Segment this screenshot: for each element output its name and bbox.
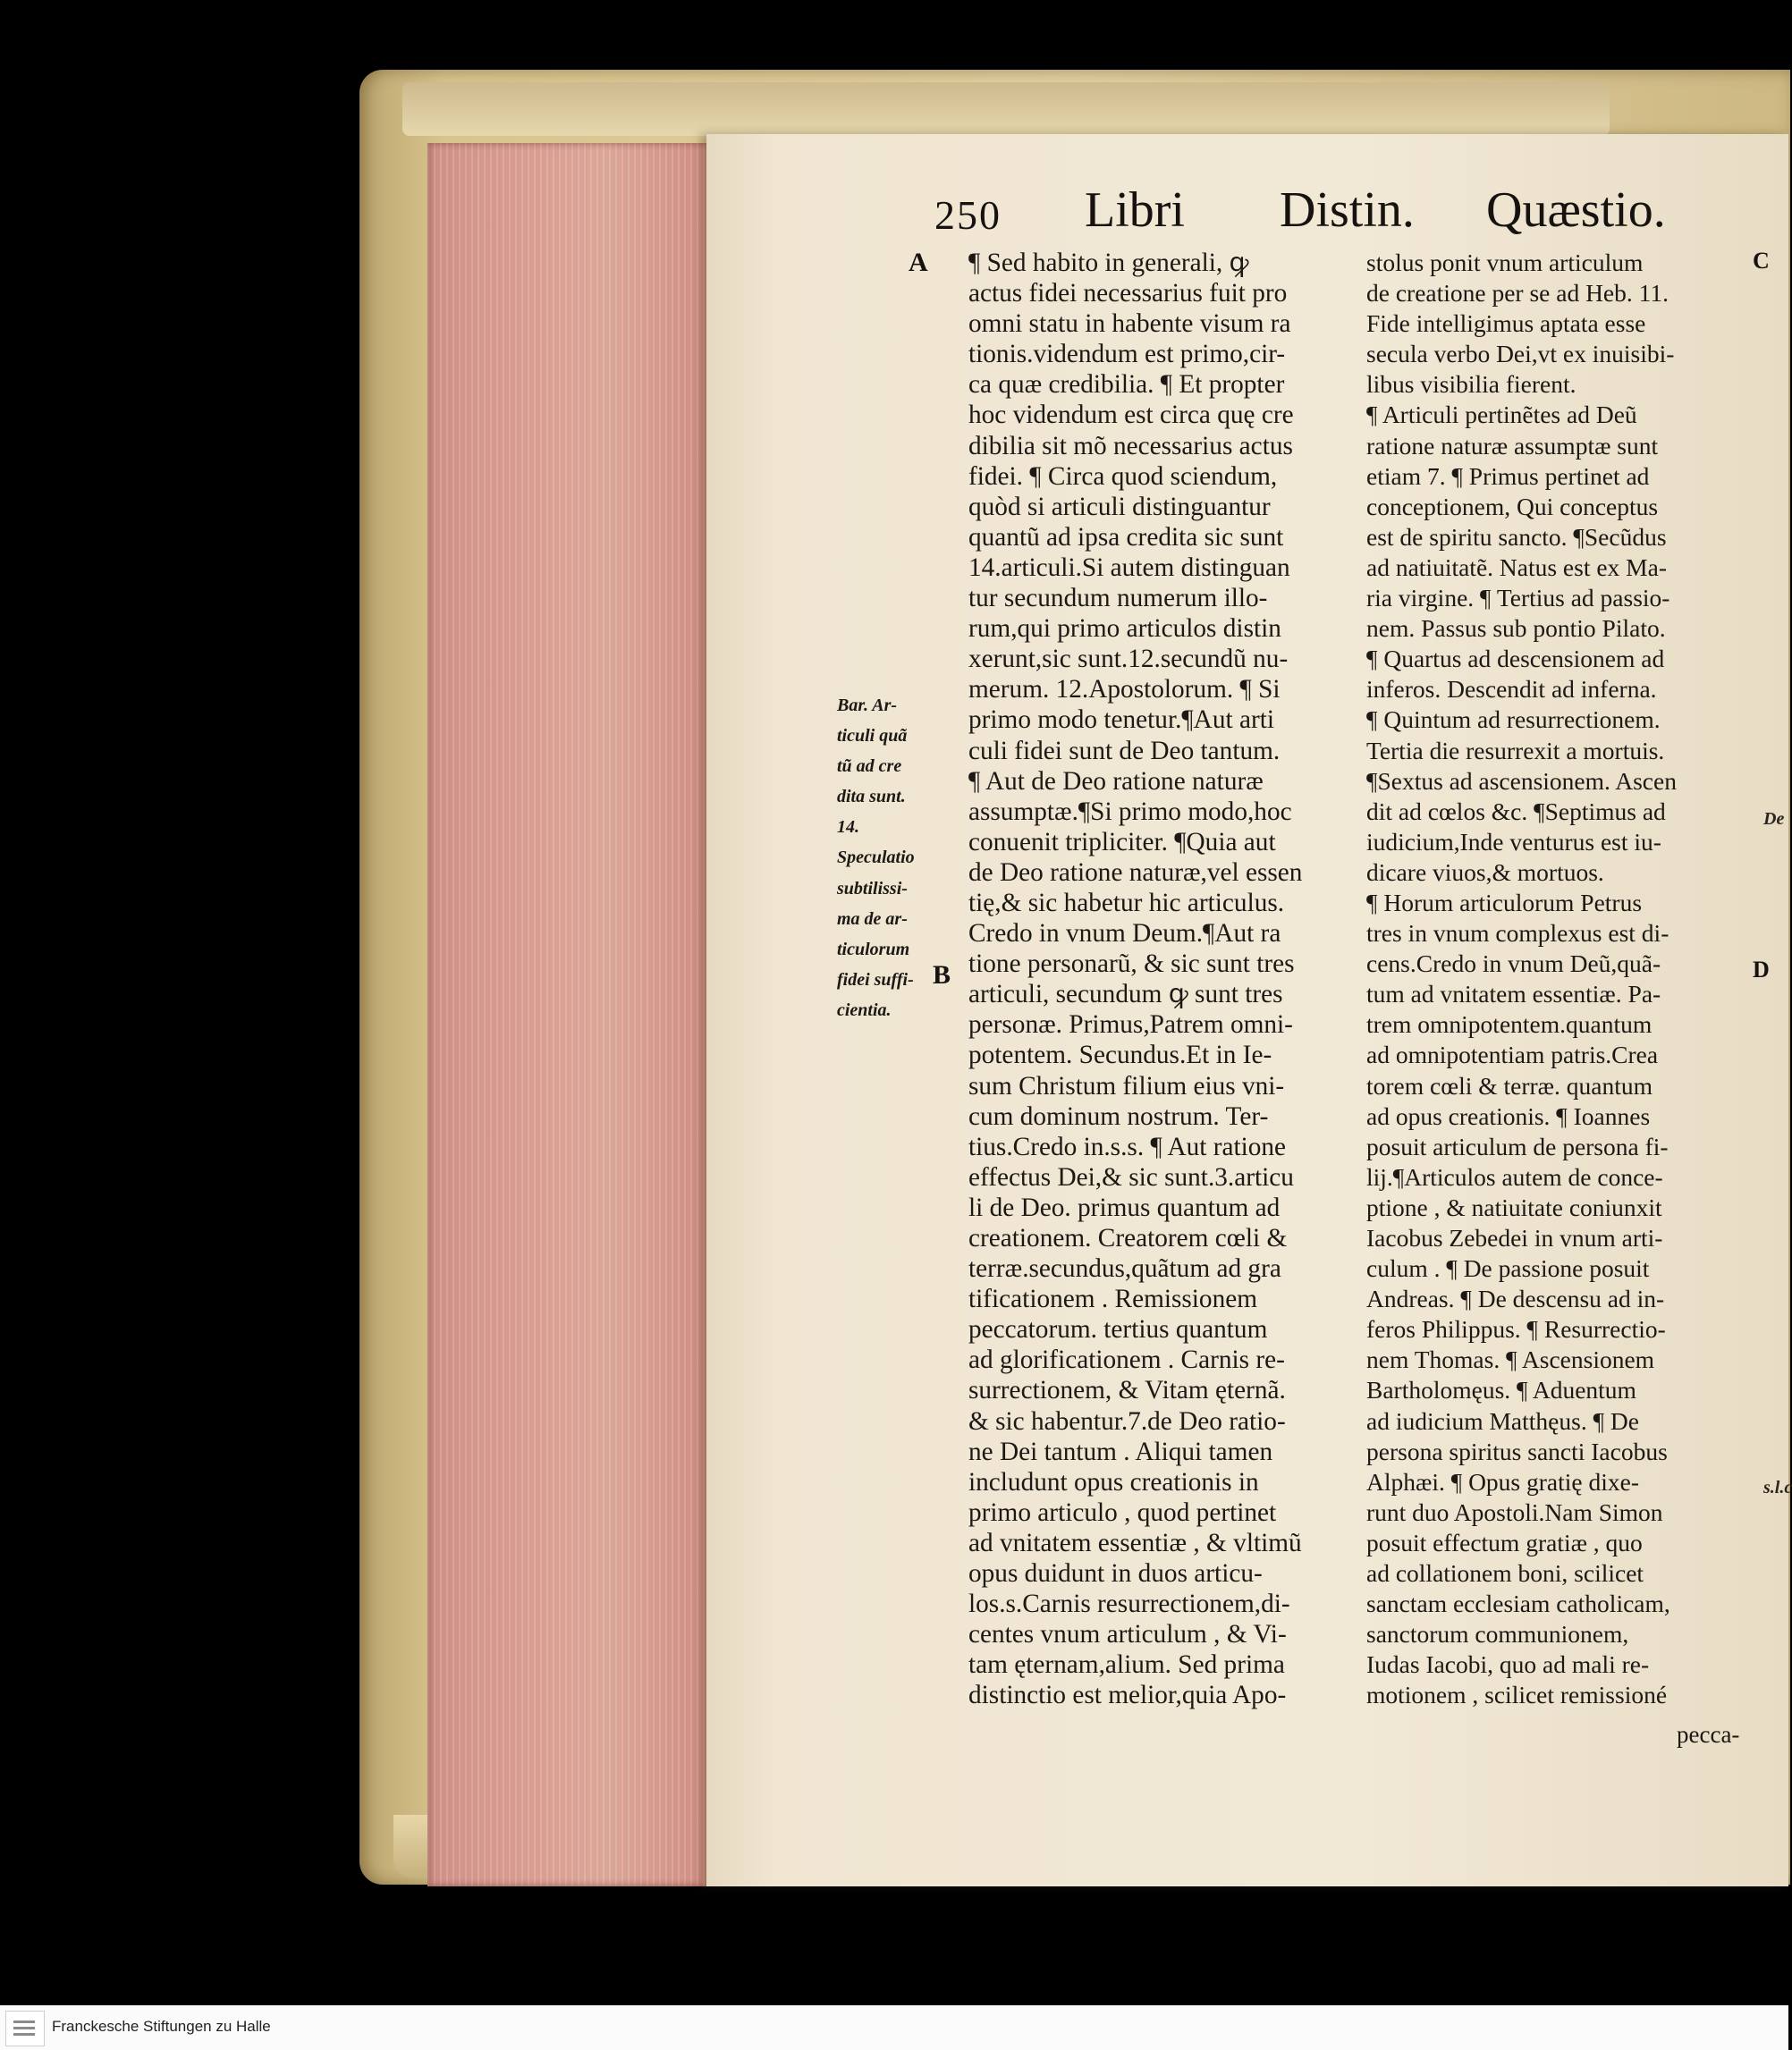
text-line: conuenit tripliciter. ¶Quia aut [968,827,1276,856]
margin-note-line: ma de ar- [837,908,908,929]
page-fore-edge [427,143,751,1886]
institution-logo [5,2011,45,2046]
text-line: etiam 7. ¶ Primus pertinet ad [1366,461,1650,490]
text-line: fidei. ¶ Circa quod sciendum, [968,461,1278,491]
text-line: persona spiritus sancti Iacobus [1366,1437,1668,1465]
text-line: sanctam ecclesiam catholicam, [1366,1590,1670,1618]
page-number: 250 [934,192,1002,238]
text-line: ad iudicium Matthęus. ¶ De [1366,1406,1639,1435]
text-line: tię,& sic habetur hic articulus. [968,888,1285,917]
text-line: ad opus creationis. ¶ Ioannes [1366,1101,1651,1130]
text-line: ad collationem boni, scilicet [1366,1559,1644,1588]
cover-top-edge [402,82,1610,136]
text-line: ¶ Sed habito in generali, ꝙ [968,249,1249,277]
adjacent-page-fragment: s.l.c [1763,1478,1792,1497]
text-line: inferos. Descendit ad inferna. [1366,675,1657,704]
text-line: tificationem . Remissionem [968,1285,1258,1314]
text-line: de Deo ratione naturæ,vel essen [968,857,1303,887]
text-line: Bartholomęus. ¶ Aduentum [1366,1376,1636,1405]
right-text-column [1366,248,1753,1711]
section-mark-b: B [933,960,951,990]
margin-note-line: 14. [837,817,859,838]
text-line: quòd si articuli distinguantur [968,492,1271,521]
printed-page [706,134,1792,1886]
margin-note-line: ticulorum [837,939,910,959]
text-line: tione personarũ, & sic sunt tres [968,949,1295,979]
text-line: centes vnum articulum , & Vi- [968,1620,1287,1649]
margin-note-line: Bar. Ar- [837,696,898,715]
text-line: articuli, secundum ꝙ sunt tres [968,980,1283,1009]
text-line: merum. 12.Apostolorum. ¶ Si [968,675,1281,704]
text-line: quantũ ad ipsa credita sic sunt [968,522,1284,552]
text-line: ¶ Horum articulorum Petrus [1366,888,1643,916]
text-line: assumptæ.¶Si primo modo,hoc [968,797,1292,826]
text-line: ¶ Quartus ad descensionem ad [1366,645,1665,673]
text-line: culum . ¶ De passione posuit [1366,1254,1650,1283]
margin-note-line: tũ ad cre [837,756,902,777]
text-line: ¶ Articuli pertinẽtes ad Deũ [1366,401,1637,429]
text-line: 14.articuli.Si autem distinguan [968,553,1290,582]
text-line: motionem , scilicet remissioné [1366,1681,1668,1709]
text-line: ¶Sextus ad ascensionem. Ascen [1366,766,1677,795]
margin-note-line: cientia. [837,1000,892,1020]
text-line: dicare viuos,& mortuos. [1366,857,1604,886]
text-line: rum,qui primo articulos distin [968,614,1281,644]
text-line: peccatorum. tertius quantum [968,1315,1268,1345]
running-head-libri: Libri [1085,182,1185,238]
text-line: primo modo tenetur.¶Aut arti [968,705,1274,735]
text-line: feros Philippus. ¶ Resurrectio- [1366,1315,1666,1344]
text-line: li de Deo. primus quantum ad [968,1193,1281,1222]
text-line: Fide intelligimus aptata esse [1366,309,1646,338]
text-line: stolus ponit vnum articulum [1366,249,1644,276]
text-line: nem Thomas. ¶ Ascensionem [1366,1346,1655,1374]
text-line: ad vnitatem essentiæ , & vltimũ [968,1528,1302,1557]
text-line: culi fidei sunt de Deo tantum. [968,736,1281,765]
text-line: ratione naturæ assumptæ sunt [1366,431,1659,460]
text-line: personæ. Primus,Patrem omni- [968,1010,1293,1040]
footer-label: Franckesche Stiftungen zu Halle [52,2018,271,2035]
text-line: opus duidunt in duos articu- [968,1559,1263,1589]
text-line: est de spiritu sancto. ¶Secũdus [1366,522,1667,551]
text-line: torem cœli & terræ. quantum [1366,1071,1653,1100]
text-line: nem. Passus sub pontio Pilato. [1366,614,1666,643]
text-line: posuit effectum gratiæ , quo [1366,1528,1643,1556]
text-line: los.s.Carnis resurrectionem,di- [968,1590,1290,1619]
text-line: Iacobus Zebedei in vnum arti- [1366,1224,1663,1252]
margin-note-line: ticuli quã [837,726,908,747]
text-line: effectus Dei,& sic sunt.3.articu [968,1162,1294,1192]
text-line: ad natiuitatẽ. Natus est ex Ma- [1366,553,1668,581]
text-line: Credo in vnum Deum.¶Aut ra [968,919,1281,949]
text-line: cens.Credo in vnum Deũ,quã- [1366,949,1661,978]
text-line: tionis.videndum est primo,cir- [968,340,1286,369]
adjacent-page-fragment: De [1763,809,1785,829]
text-line: conceptionem, Qui conceptus [1366,492,1659,520]
text-line: iudicium,Inde venturus est iu- [1366,827,1661,856]
text-line: ¶ Quintum ad resurrectionem. [1366,705,1661,734]
text-line: secula verbo Dei,vt ex inuisibi- [1366,340,1675,368]
text-line: dibilia sit mõ necessarius actus [968,431,1293,460]
text-line: hoc videndum est circa quę cre [968,401,1294,430]
text-line: xerunt,sic sunt.12.secundũ nu- [968,645,1289,674]
section-mark-d: D [1753,957,1770,983]
text-line: ¶ Aut de Deo ratione naturæ [968,766,1264,796]
text-line: Tertia die resurrexit a mortuis. [1366,736,1665,764]
margin-note-line: Speculatio [837,848,915,868]
text-line: tum ad vnitatem essentiæ. Pa- [1366,980,1661,1008]
text-line: Andreas. ¶ De descensu ad in- [1366,1285,1665,1313]
text-line: runt duo Apostoli.Nam Simon [1366,1497,1663,1526]
section-mark-c: C [1753,248,1770,274]
margin-note-line: fidei suffi- [837,969,914,990]
text-line: tam ęternam,alium. Sed prima [968,1650,1285,1680]
text-line: cum dominum nostrum. Ter- [968,1101,1269,1131]
text-line: primo articulo , quod pertinet [968,1497,1277,1527]
text-line: terræ.secundus,quãtum ad gra [968,1254,1281,1284]
text-line: dit ad cœlos &c. ¶Septimus ad [1366,797,1666,825]
text-line: includunt opus creationis in [968,1467,1259,1497]
text-line: ne Dei tantum . Aliqui tamen [968,1437,1273,1466]
text-line: sum Christum filium eius vni- [968,1071,1285,1101]
text-line: & sic habentur.7.de Deo ratio- [968,1406,1286,1436]
catchword: pecca- [1677,1721,1740,1748]
text-line: posuit articulum de persona fi- [1366,1132,1669,1160]
text-line: ca quæ credibilia. ¶ Et propter [968,370,1285,400]
text-line: Alphæi. ¶ Opus gratię dixe- [1366,1467,1639,1496]
text-line: ptione , & natiuitate coniunxit [1366,1193,1662,1221]
margin-note-line: dita sunt. [837,787,906,807]
left-text-column [968,248,1362,1711]
text-line: tur secundum numerum illo- [968,584,1268,613]
text-line: ad glorificationem . Carnis re- [968,1346,1285,1375]
text-line: lij.¶Articulos autem de conce- [1366,1162,1663,1191]
text-line: creationem. Creatorem cœli & [968,1224,1288,1253]
text-line: tius.Credo in.s.s. ¶ Aut ratione [968,1132,1287,1161]
text-line: ria virgine. ¶ Tertius ad passio- [1366,584,1670,612]
text-line: libus visibilia fierent. [1366,370,1576,399]
running-head-quaestio: Quæstio. [1486,182,1666,238]
text-line: distinctio est melior,quia Apo- [968,1681,1287,1710]
text-line: sanctorum communionem, [1366,1620,1629,1649]
text-line: surrectionem, & Vitam ęternã. [968,1376,1286,1405]
text-line: potentem. Secundus.Et in Ie- [968,1041,1272,1070]
text-line: tres in vnum complexus est di- [1366,919,1669,948]
section-mark-a: A [909,248,928,277]
margin-notes [837,690,944,1025]
text-line: ad omnipotentiam patris.Crea [1366,1041,1659,1069]
text-line: Iudas Iacobi, quo ad mali re- [1366,1650,1650,1679]
text-line: omni statu in habente visum ra [968,309,1291,339]
text-line: de creatione per se ad Heb. 11. [1366,279,1669,308]
running-head-distin: Distin. [1280,182,1415,238]
text-line: actus fidei necessarius fuit pro [968,279,1288,308]
margin-note-line: subtilissi- [837,878,908,898]
text-line: trem omnipotentem.quantum [1366,1010,1653,1039]
